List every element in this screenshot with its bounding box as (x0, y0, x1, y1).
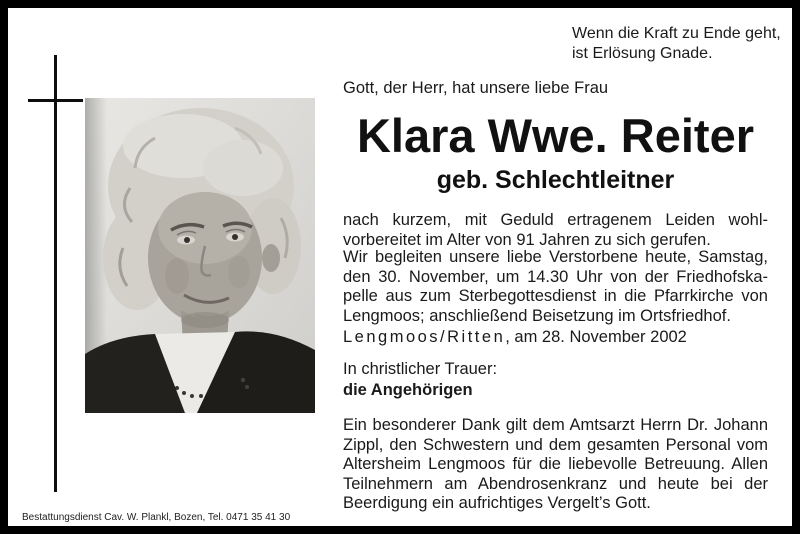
text-line: Teilnehmern am Abendrosenkranz und heute bei der (343, 474, 768, 493)
cross-vertical-bar (54, 55, 57, 492)
funeral-paragraph (343, 248, 768, 326)
text-line: Wir begleiten unsere liebe Verstorbene heute, Samstag, (343, 248, 768, 266)
ear (262, 244, 280, 272)
brooch (241, 378, 245, 382)
mourning-line: In christlicher Trauer: (343, 360, 498, 378)
dateline (343, 328, 768, 347)
text-line: den 30. November, um 14.30 Uhr von der Friedhofska- (343, 267, 768, 286)
text-line: vorbereitet im Alter von 91 Jahren zu sich gerufen. (343, 230, 711, 249)
deceased-name: Klara Wwe. Reiter (356, 109, 755, 162)
text-line: Zippl, den Schwestern und dem gesamten Personal vom (343, 435, 768, 454)
portrait-photo (85, 98, 315, 413)
epigraph (572, 24, 781, 63)
epigraph-line-2: ist Erlösung Gnade. (572, 44, 713, 62)
mourners: die Angehörigen (343, 381, 473, 399)
text-line: Beerdigung ein aufrichtiges Vergelt’s Gott. (343, 494, 651, 512)
text-line: Lengmoos; anschließend Beisetzung im Ortsfriedhof. (343, 306, 731, 325)
place-name: Lengmoos/Ritten (343, 328, 506, 346)
text-line: Altersheim Lengmoos für die liebevolle Betreuung. Allen (343, 455, 768, 473)
eye-right (232, 234, 238, 240)
date-text: , am 28. November 2002 (505, 328, 687, 346)
cross-horizontal-bar (28, 99, 83, 102)
thanks-paragraph (343, 416, 768, 514)
text-line: Ein besonderer Dank gilt dem Amtsarzt Herrn Dr. Johann (343, 416, 768, 434)
epigraph-line-1: Wenn die Kraft zu Ende geht, (572, 25, 781, 42)
maiden-name: geb. Schlechtleitner (436, 166, 675, 194)
funeral-home-footer: Bestattungsdienst Cav. W. Plankl, Bozen, Tel. 0471 35 41 30 (22, 512, 291, 523)
death-paragraph (343, 211, 768, 250)
text-line: nach kurzem, mit Geduld ertragenem Leiden wohl- (343, 211, 768, 229)
eye-left (184, 237, 190, 243)
intro-line: Gott, der Herr, hat unsere liebe Frau (343, 79, 609, 97)
text-line: pelle aus zum Sterbegottesdienst in die Pfarrkirche von (343, 287, 768, 305)
